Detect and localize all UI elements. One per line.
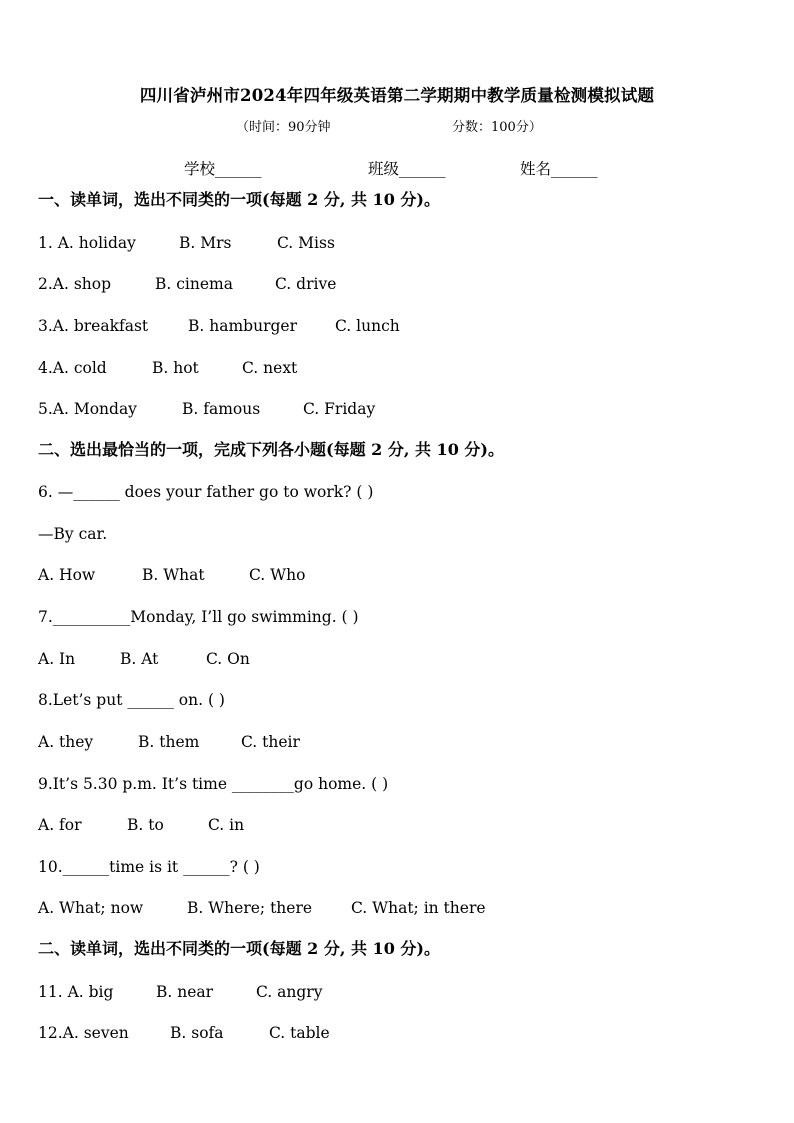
school-field: 学校______: [184, 160, 262, 178]
option-a: 11. A. big: [38, 983, 114, 1001]
option-b: B. near: [156, 983, 214, 1001]
option-b: B. cinema: [155, 275, 233, 293]
question-8-stem: 8.Let’s put ______ on. ( ): [38, 691, 225, 709]
option-c: C. Miss: [277, 234, 335, 252]
option-a: A. How: [38, 566, 96, 584]
option-a: A. In: [38, 650, 76, 668]
option-a: A. What; now: [38, 899, 144, 917]
question-9-stem: 9.It’s 5.30 p.m. It’s time ________go home. ( ): [38, 775, 389, 793]
option-b: B. At: [120, 650, 159, 668]
option-a: 4.A. cold: [38, 359, 107, 377]
section-1-heading: 一、读单词，选出不同类的一项(每题 2 分, 共 10 分)。: [38, 190, 440, 209]
question-6-answer-line: —By car.: [38, 525, 108, 543]
option-b: B. sofa: [170, 1024, 224, 1042]
option-b: B. famous: [182, 400, 261, 418]
option-b: B. them: [138, 733, 200, 751]
exam-time: （时间：90分钟: [236, 120, 331, 135]
option-c: C. next: [242, 359, 298, 377]
page-title: 四川省泸州市2024年四年级英语第二学期期中教学质量检测模拟试题: [139, 86, 655, 105]
option-a: 12.A. seven: [38, 1024, 129, 1042]
option-c: C. angry: [256, 983, 323, 1001]
option-a: 5.A. Monday: [38, 400, 137, 418]
option-a: 2.A. shop: [38, 275, 112, 293]
option-c: C. in: [208, 816, 245, 834]
option-b: B. What: [142, 566, 205, 584]
question-7-stem: 7.__________Monday, I’ll go swimming. ( ): [38, 608, 359, 626]
name-field: 姓名______: [520, 160, 598, 178]
option-b: B. Where; there: [187, 899, 313, 917]
option-a: 3.A. breakfast: [38, 317, 149, 335]
question-6-stem: 6. —______ does your father go to work? ( ): [38, 483, 374, 501]
option-c: C. lunch: [335, 317, 400, 335]
option-a: A. they: [38, 733, 94, 751]
option-b: B. hot: [152, 359, 199, 377]
question-10-stem: 10.______time is it ______? ( ): [38, 858, 260, 876]
option-b: B. Mrs: [179, 234, 232, 252]
option-b: B. to: [127, 816, 164, 834]
option-c: C. their: [241, 733, 300, 751]
option-a: A. for: [38, 816, 82, 834]
option-c: C. drive: [275, 275, 337, 293]
class-field: 班级______: [368, 160, 446, 178]
option-c: C. Who: [249, 566, 306, 584]
section-2-heading: 二、选出最恰当的一项，完成下列各小题(每题 2 分, 共 10 分)。: [38, 440, 504, 459]
option-c: C. table: [269, 1024, 330, 1042]
option-c: C. What; in there: [351, 899, 486, 917]
exam-score: 分数：100分）: [452, 120, 542, 135]
section-3-heading: 二、读单词，选出不同类的一项(每题 2 分, 共 10 分)。: [38, 939, 440, 958]
option-a: 1. A. holiday: [38, 234, 136, 252]
option-c: C. On: [206, 650, 250, 668]
option-c: C. Friday: [303, 400, 376, 418]
option-b: B. hamburger: [188, 317, 297, 335]
